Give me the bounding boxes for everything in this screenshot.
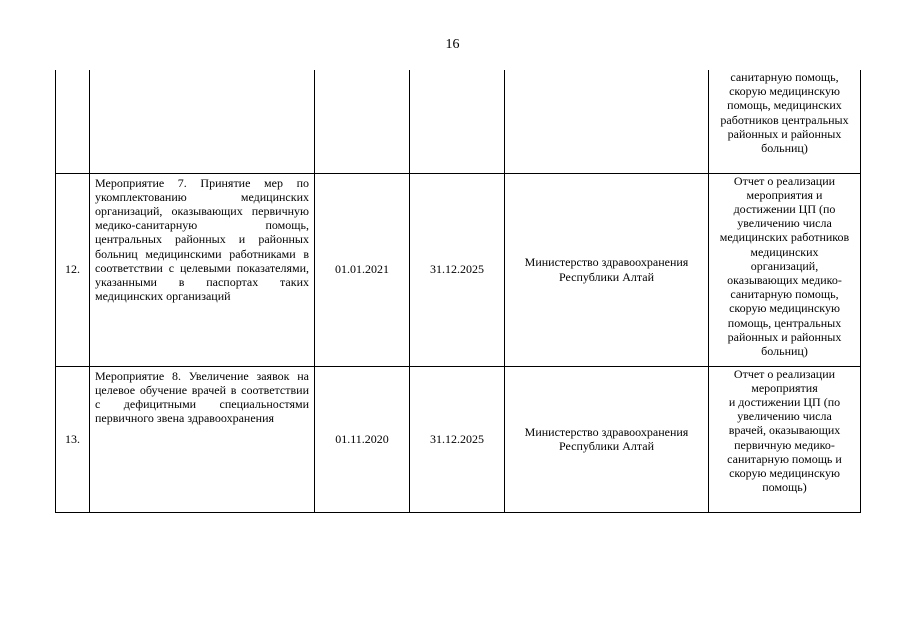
cell-executor-empty xyxy=(505,70,709,173)
cell-end-empty xyxy=(410,70,505,173)
table-row xyxy=(56,173,861,366)
start-date: 01.11.2020 xyxy=(315,366,410,512)
result-line: Отчет о реализации xyxy=(733,173,836,188)
end-date: 31.12.2025 xyxy=(410,366,505,512)
result-line: достижении ЦП (по xyxy=(733,201,836,216)
start-date: 01.01.2021 xyxy=(315,173,410,366)
cell-description-empty xyxy=(90,70,315,173)
result-line: санитарную помощь, xyxy=(730,70,839,84)
result-line: увеличению числа xyxy=(737,216,832,231)
result-line: больниц) xyxy=(761,141,808,156)
cell-start-empty xyxy=(315,70,410,173)
result-line: первичную медико- xyxy=(734,437,835,452)
measures-table xyxy=(55,70,861,513)
result-line: медицинских xyxy=(750,244,819,259)
table-row-continuation xyxy=(56,70,861,173)
result-line: скорую медицинскую xyxy=(729,84,840,99)
measure-description: Мероприятие 8. Увеличение заявок на целевое обучение врачей в соответствии с дефицитными специальностями первичного звена здравоохранения xyxy=(90,366,315,512)
result-line: медицинских работников xyxy=(719,230,850,245)
result-line: санитарную помощь, xyxy=(730,287,839,302)
result-line: помощь, центральных xyxy=(727,315,842,330)
cell-result xyxy=(709,70,861,173)
table-row xyxy=(56,366,861,512)
result-line: районных и районных xyxy=(727,126,842,141)
result-line: организаций, xyxy=(750,258,819,273)
result-line: мероприятия xyxy=(751,380,818,395)
page-number: 16 xyxy=(445,37,460,52)
result-line: районных и районных xyxy=(727,329,842,344)
cell-result xyxy=(709,366,861,512)
result-line: мероприятия и xyxy=(746,187,823,202)
executor: Министерство здравоохранения Республики Алтай xyxy=(505,366,709,512)
result-line: работников центральных xyxy=(720,112,849,127)
result-line: скорую медицинскую xyxy=(729,465,840,480)
measure-description: Мероприятие 7. Принятие мер по укомплектованию медицинских организаций, оказывающих первичную медико-санитарную помощь, центральных районных и районных больниц медицинскими работниками в соответствии с целевыми показателями, указанными в паспортах таких медицинских организаций xyxy=(90,173,315,366)
result-line: оказывающих медико- xyxy=(727,272,842,287)
row-number: 12. xyxy=(56,173,90,366)
result-line: увеличению числа xyxy=(737,409,832,424)
cell-result xyxy=(709,173,861,366)
end-date: 31.12.2025 xyxy=(410,173,505,366)
result-line: и достижении ЦП (по xyxy=(728,394,841,409)
executor: Министерство здравоохранения Республики Алтай xyxy=(505,173,709,366)
result-line: помощь, медицинских xyxy=(727,98,842,113)
result-line: Отчет о реализации xyxy=(733,366,836,381)
result-line: врачей, оказывающих xyxy=(728,423,841,438)
cell-num-empty xyxy=(56,70,90,173)
result-line: санитарную помощь и xyxy=(727,451,842,466)
result-line: больниц) xyxy=(761,343,808,358)
result-line: помощь) xyxy=(762,480,807,495)
row-number: 13. xyxy=(56,366,90,512)
result-line: скорую медицинскую xyxy=(729,301,840,316)
